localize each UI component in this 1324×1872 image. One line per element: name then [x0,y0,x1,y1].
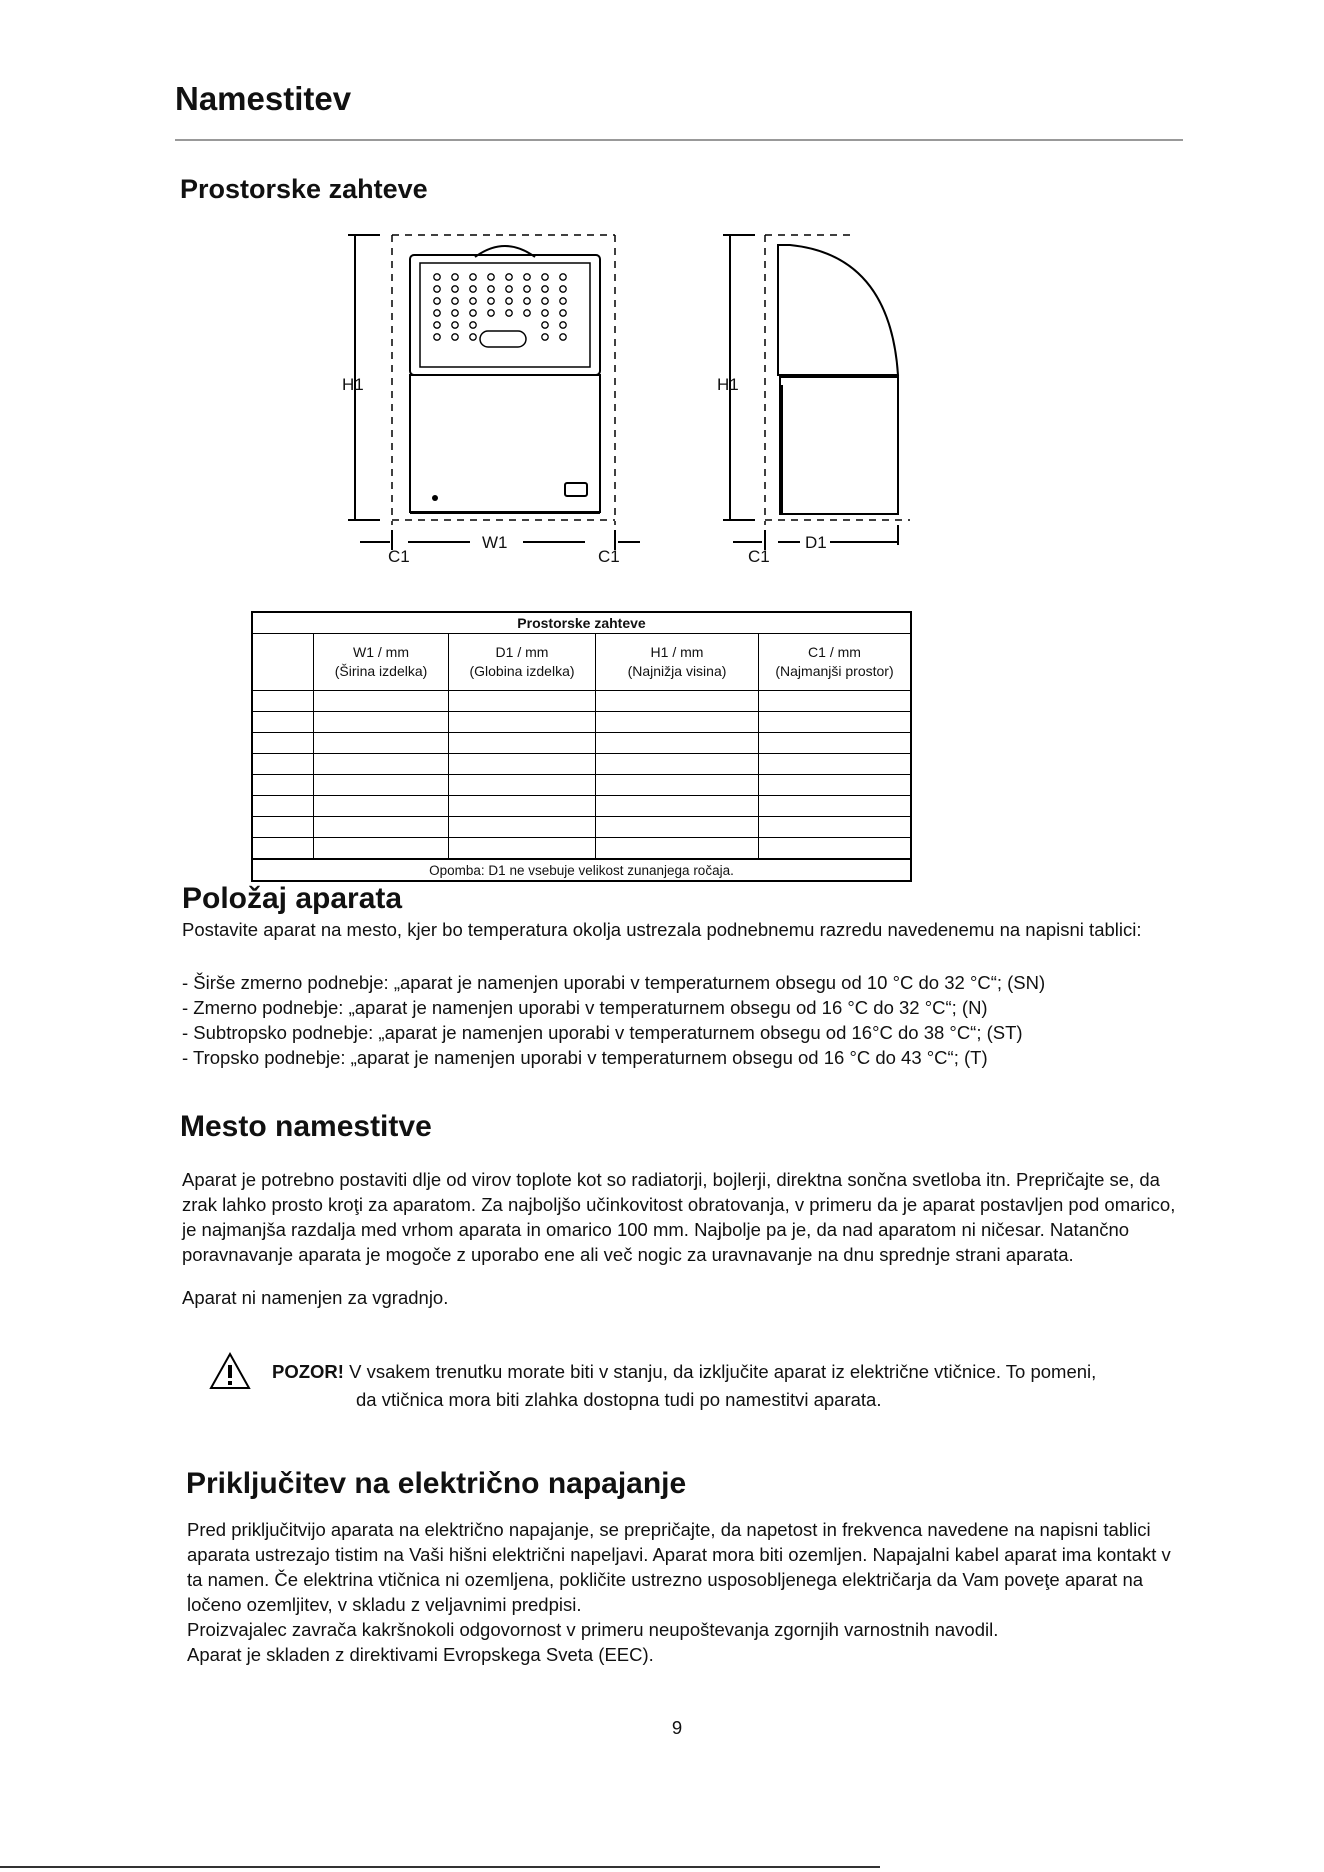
section-title-location: Mesto namestitve [180,1110,432,1143]
section-title-power: Priključitev na električno napajanje [186,1467,687,1500]
climate-class-list [182,970,1045,1070]
position-intro: Postavite aparat na mesto, kjer bo temperatura okolja ustrezala podnebnemu razredu navedenemu na napisni tablici: [182,919,1142,940]
section-title-position: Položaj aparata [182,882,403,915]
table-row [252,691,911,712]
h1-label-front: H1 [342,375,364,394]
list-item: - Zmerno podnebje: „aparat je namenjen uporabi v temperaturnem obsegu od 16 °C do 32 °C“; (N) [182,997,988,1018]
built-in-note: Aparat ni namenjen za vgradnjo. [182,1287,449,1308]
title-divider [175,139,1183,141]
liability-note: Proizvajalec zavrača kakršnokoli odgovornost v primeru neupoštevanja zgornjih varnostnih navodil. [187,1619,999,1640]
lid-dot-pattern [434,274,566,340]
lock-indicator [432,495,438,501]
warning-icon [208,1351,252,1391]
page-title: Namestitev [175,80,352,117]
control-panel [565,483,587,496]
warning-text-line2: da vtičnica mora biti zlahka dostopna tudi po namestitvi aparata. [356,1389,882,1410]
h1-label-side: H1 [717,375,739,394]
space-requirements-table [251,611,912,882]
c1-label-left: C1 [388,547,410,566]
col-header-d1: D1 / mm (Globina izdelka) [449,634,596,691]
location-text [182,1167,1192,1310]
table-row [252,712,911,733]
freezer-lid [410,255,600,375]
c1-label-side: C1 [748,547,770,566]
table-row [252,838,911,860]
list-item: - Tropsko podnebje: „aparat je namenjen uporabi v temperaturnem obsegu od 16 °C do 43 °C“; (T) [182,1047,988,1068]
freezer-body-side [780,377,898,514]
page-number: 9 [671,1717,683,1738]
col-header-c1: C1 / mm (Najmanjši prostor) [759,634,912,691]
section-title-space-requirements: Prostorske zahteve [180,174,428,204]
location-paragraph: Aparat je potrebno postaviti dlje od virov toplote kot so radiatorji, bojlerji, direktna sončna svetloba itn. Prepričajte se, da zrak lahko prosto kroţi za aparatom. Za najboljšo učinkovitost obratovanja, v primeru da je aparat postavljen pod omarico, je najmanjša razdalja med vrhom aparata in omarico 100 mm. Najbolje pa je, da nad aparatom ni ničesar. Natančno poravnavanje aparata je mogoče z uporabo ene ali več nogic za uravnavanje na dnu sprednje strani aparata. [182,1169,1176,1265]
table-note: Opomba: D1 ne vsebuje velikost zunanjega ročaja. [252,859,911,881]
compliance-note: Aparat je skladen z direktivami Evropskega Sveta (EEC). [187,1644,654,1665]
power-paragraph: Pred priključitvijo aparata na električno napajanje, se prepričajte, da napetost in frekvenca navedene na napisni tablici aparata ustrezajo tistim na Vaši hišni električni napeljavi. Aparat mora biti ozemljen. Napajalni kabel aparat ima kontakt v ta namen. Če elektrina vtičnica ni ozemljena, pokličite ustrezno usposobljenega električarja da Vam poveţe aparat na ločeno ozemljitev, v skladu z veljavnimi predpisi. [187,1519,1171,1615]
table-row [252,796,911,817]
warning-label: POZOR! [272,1361,344,1382]
list-item: - Subtropsko podnebje: „aparat je namenjen uporabi v temperaturnem obsegu od 16°C do 38 °C“; (ST) [182,1022,1023,1043]
table-row [252,754,911,775]
table-row [252,775,911,796]
freezer-body [410,375,600,512]
table-row [252,733,911,754]
freezer-dimension-diagram [330,225,930,580]
warning-text-line1: V vsakem trenutku morate biti v stanju, da izključite aparat iz električne vtičnice. To pomeni, [343,1361,1097,1382]
table-row [252,817,911,838]
power-text [187,1517,1187,1667]
table-title: Prostorske zahteve [252,612,911,634]
c1-label-right: C1 [598,547,620,566]
footer-rule [0,1866,880,1868]
open-lid-side [778,245,898,375]
col-header-w1: W1 / mm (Širina izdelka) [314,634,449,691]
d1-label: D1 [805,533,827,552]
list-item: - Širše zmerno podnebje: „aparat je namenjen uporabi v temperaturnem obsegu od 10 °C do 32 °C“; (SN) [182,972,1046,993]
w1-label: W1 [482,533,508,552]
warning-notice [272,1358,1192,1414]
col-header-h1: H1 / mm (Najnižja visina) [596,634,759,691]
